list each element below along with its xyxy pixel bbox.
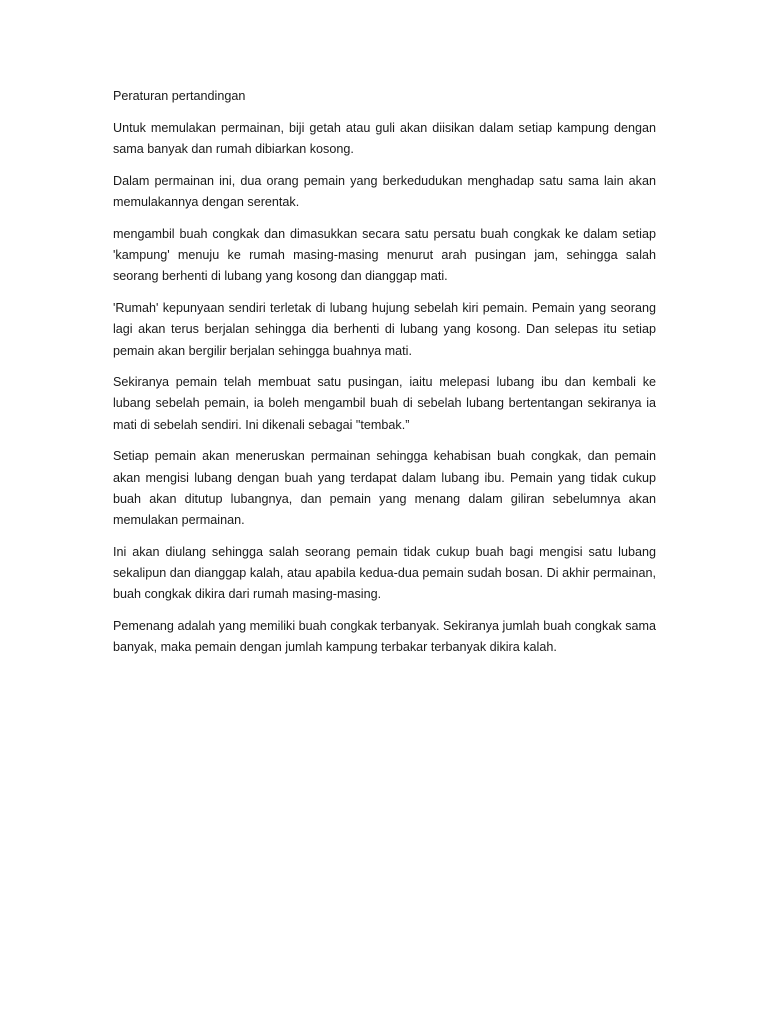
paragraph-6: Setiap pemain akan meneruskan permainan sehingga kehabisan buah congkak, dan pemain akan mengisi lubang dengan buah yang terdapat dalam lubang ibu. Pemain yang tidak cukup buah akan ditutup lubangnya, dan pemain yang menang dalam giliran sebelumnya akan memulakan permainan.: [113, 449, 656, 527]
paragraph-7: Ini akan diulang sehingga salah seorang pemain tidak cukup buah bagi mengisi satu lubang sekalipun dan dianggap kalah, atau apabila kedua-dua pemain sudah bosan. Di akhir permainan, buah congkak dikira dari rumah masing-masing.: [113, 544, 656, 602]
paragraph-1: Untuk memulakan permainan, biji getah atau guli akan diisikan dalam setiap kampung dengan sama banyak dan rumah dibiarkan kosong.: [113, 121, 656, 157]
paragraph-5: Sekiranya pemain telah membuat satu pusingan, iaitu melepasi lubang ibu dan kembali ke lubang sebelah pemain, ia boleh mengambil buah di sebelah lubang bertentangan sekiranya ia mati di sebelah sendiri. Ini dikenali sebagai "tembak.”: [113, 375, 656, 432]
document-page: [113, 86, 656, 669]
document-title: Peraturan pertandingan: [113, 89, 246, 103]
paragraph-2: Dalam permainan ini, dua orang pemain yang berkedudukan menghadap satu sama lain akan memulakannya dengan serentak.: [113, 174, 656, 210]
paragraph-8: Pemenang adalah yang memiliki buah congkak terbanyak. Sekiranya jumlah buah congkak sama banyak, maka pemain dengan jumlah kampung terbakar terbanyak dikira kalah.: [113, 618, 656, 654]
paragraph-3: mengambil buah congkak dan dimasukkan secara satu persatu buah congkak ke dalam setiap 'kampung' menuju ke rumah masing-masing menurut arah pusingan jam, sehingga salah seorang berhenti di lubang yang kosong dan dianggap mati.: [113, 227, 656, 284]
paragraph-4: 'Rumah' kepunyaan sendiri terletak di lubang hujung sebelah kiri pemain. Pemain yang seorang lagi akan terus berjalan sehingga dia berhenti di lubang yang kosong. Dan selepas itu setiap pemain akan bergilir berjalan sehingga buahnya mati.: [113, 301, 656, 358]
